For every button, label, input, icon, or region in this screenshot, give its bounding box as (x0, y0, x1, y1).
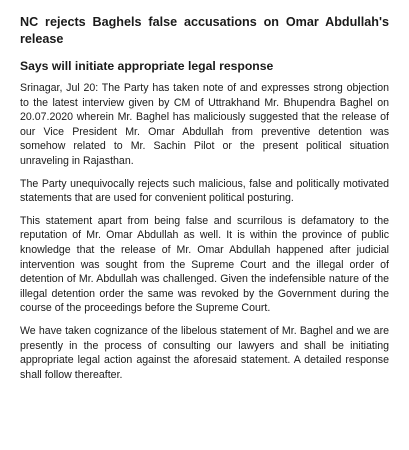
headline: NC rejects Baghels false accusations on Omar Abdullah's release (20, 15, 389, 46)
subheadline: Says will initiate appropriate legal response (20, 59, 274, 73)
paragraph-rejection: The Party unequivocally rejects such malicious, false and politically motivated statements that are used for convenient political posturing. (20, 177, 389, 205)
paragraph-defamation: This statement apart from being false and scurrilous is defamatory to the reputation of Mr. Omar Abdullah as well. It is within the province of public knowledge that the release of Mr. Omar Abdullah happened after judicial intervention was sought from the Supreme Court and the illegal order of detention of Mr. Abdullah was challenged. Given the indefensible nature of the illegal detention order the same was revoked by the Government during the course of the proceedings before the Supreme Court. (20, 214, 389, 315)
paragraph-legal-action: We have taken cognizance of the libelous statement of Mr. Baghel and we are presently in the process of consulting our lawyers and shall be initiating appropriate legal action against the aforesaid statement. A detailed response shall follow thereafter. (20, 324, 389, 381)
paragraph-intro: Srinagar, Jul 20: The Party has taken note of and expresses strong objection to the latest interview given by CM of Uttrakhand Mr. Bhupendra Baghel on 20.07.2020 wherein Mr. Baghel has maliciously suggested that the release of our Vice President Mr. Omar Abdullah from preventive detention was somehow related to Mr. Sachin Pilot or the present political situation unraveling in Rajasthan. (20, 82, 389, 167)
